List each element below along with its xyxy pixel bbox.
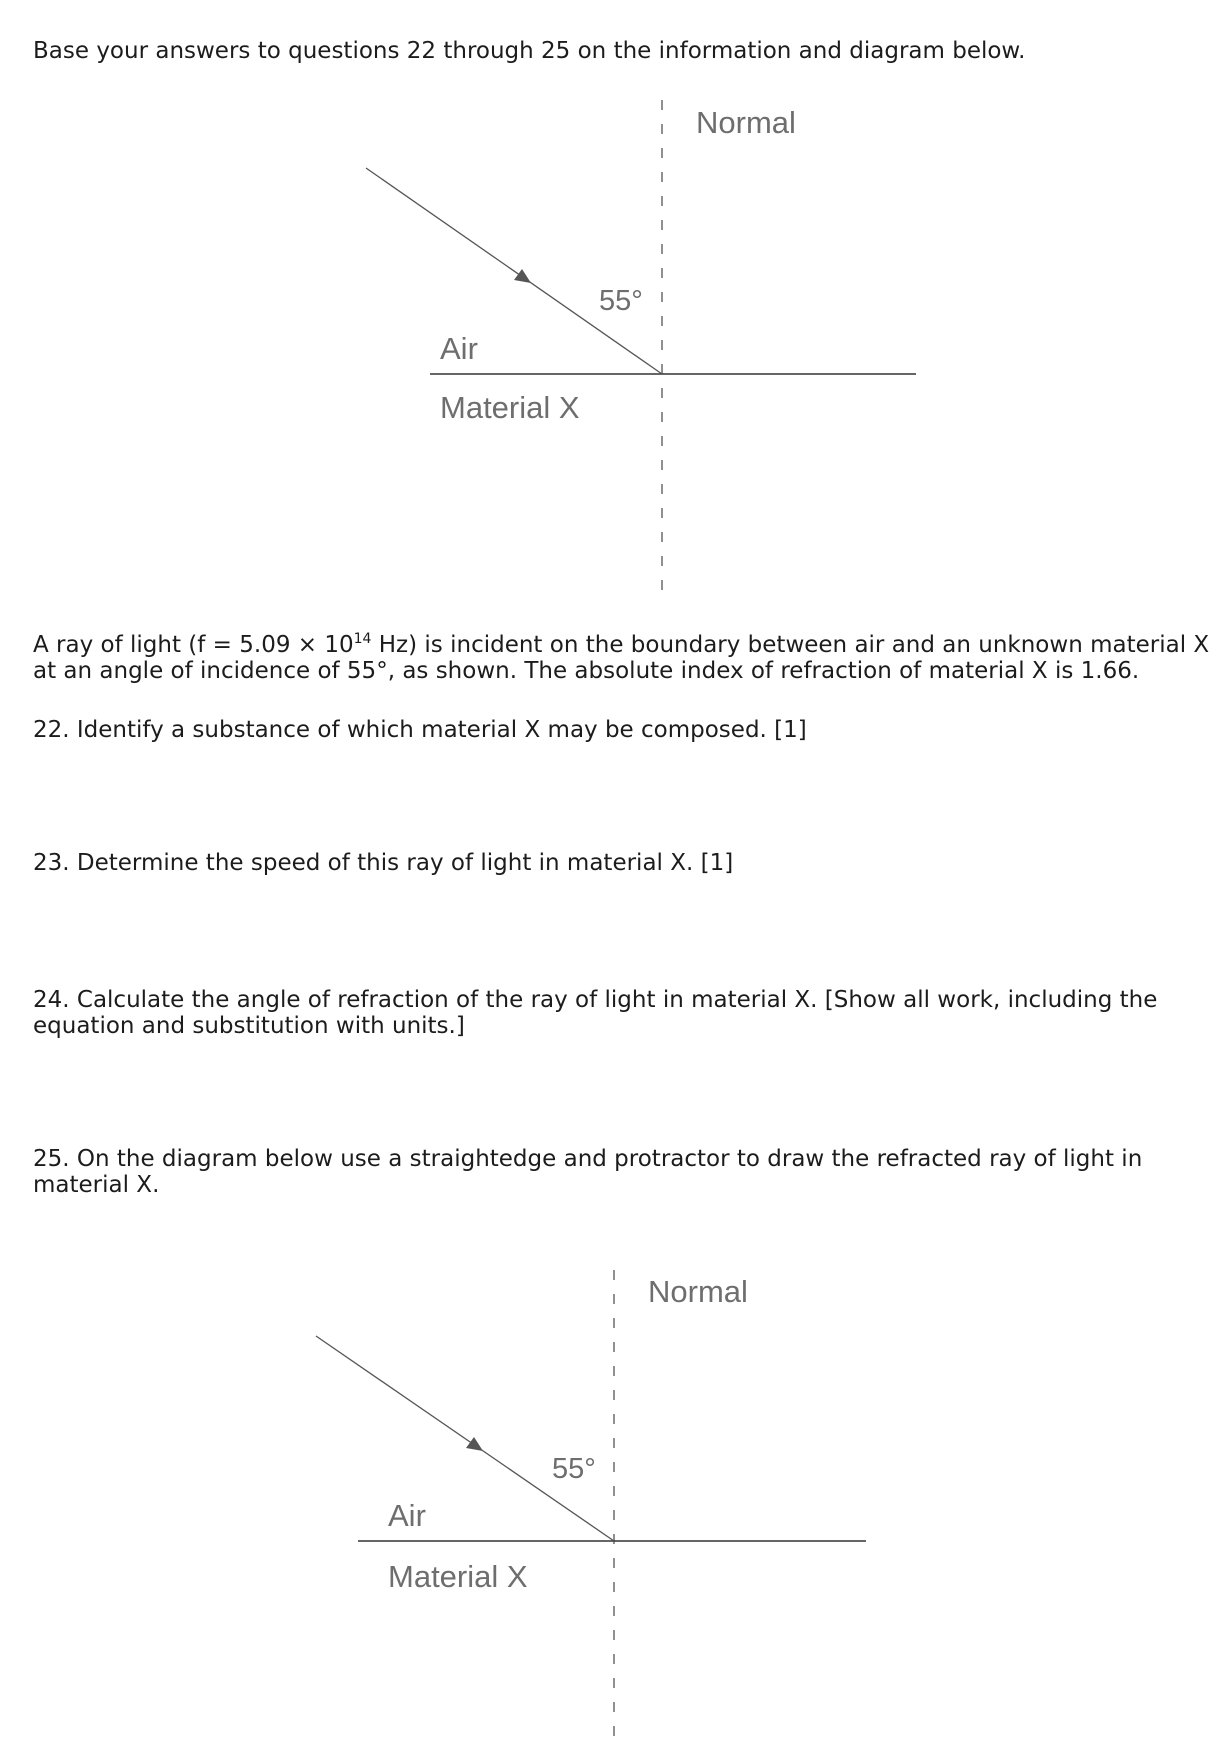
question-23: 23. Determine the speed of this ray of light in material X. [1] (33, 850, 734, 876)
intro-text: Base your answers to questions 22 through 25 on the information and diagram below. (33, 38, 1026, 64)
material-label: Material X (388, 1559, 528, 1594)
air-label: Air (440, 331, 478, 366)
question-22: 22. Identify a substance of which material X may be composed. [1] (33, 717, 807, 743)
angle-label: 55° (552, 1453, 596, 1485)
material-label: Material X (440, 390, 580, 425)
question-24: 24. Calculate the angle of refraction of the ray of light in material X. [Show all work, including the equation and substitution with units.] (33, 987, 1158, 1039)
normal-label: Normal (696, 105, 796, 140)
paragraph-part1: A ray of light (f = 5.09 × 10 (33, 632, 354, 658)
incident-ray (316, 1336, 614, 1541)
angle-label: 55° (599, 285, 643, 317)
paragraph-part2: Hz) is incident on the boundary between air and an unknown material X at an angle of incidence of 55°, as shown. The absolute index of refraction of material X is 1.66. (33, 632, 1210, 684)
question-25: 25. On the diagram below use a straightedge and protractor to draw the refracted ray of light in material X. (33, 1146, 1143, 1198)
normal-label: Normal (648, 1274, 748, 1309)
air-label: Air (388, 1498, 426, 1533)
arrowhead-icon (466, 1437, 483, 1451)
frequency-exponent: 14 (353, 631, 372, 647)
